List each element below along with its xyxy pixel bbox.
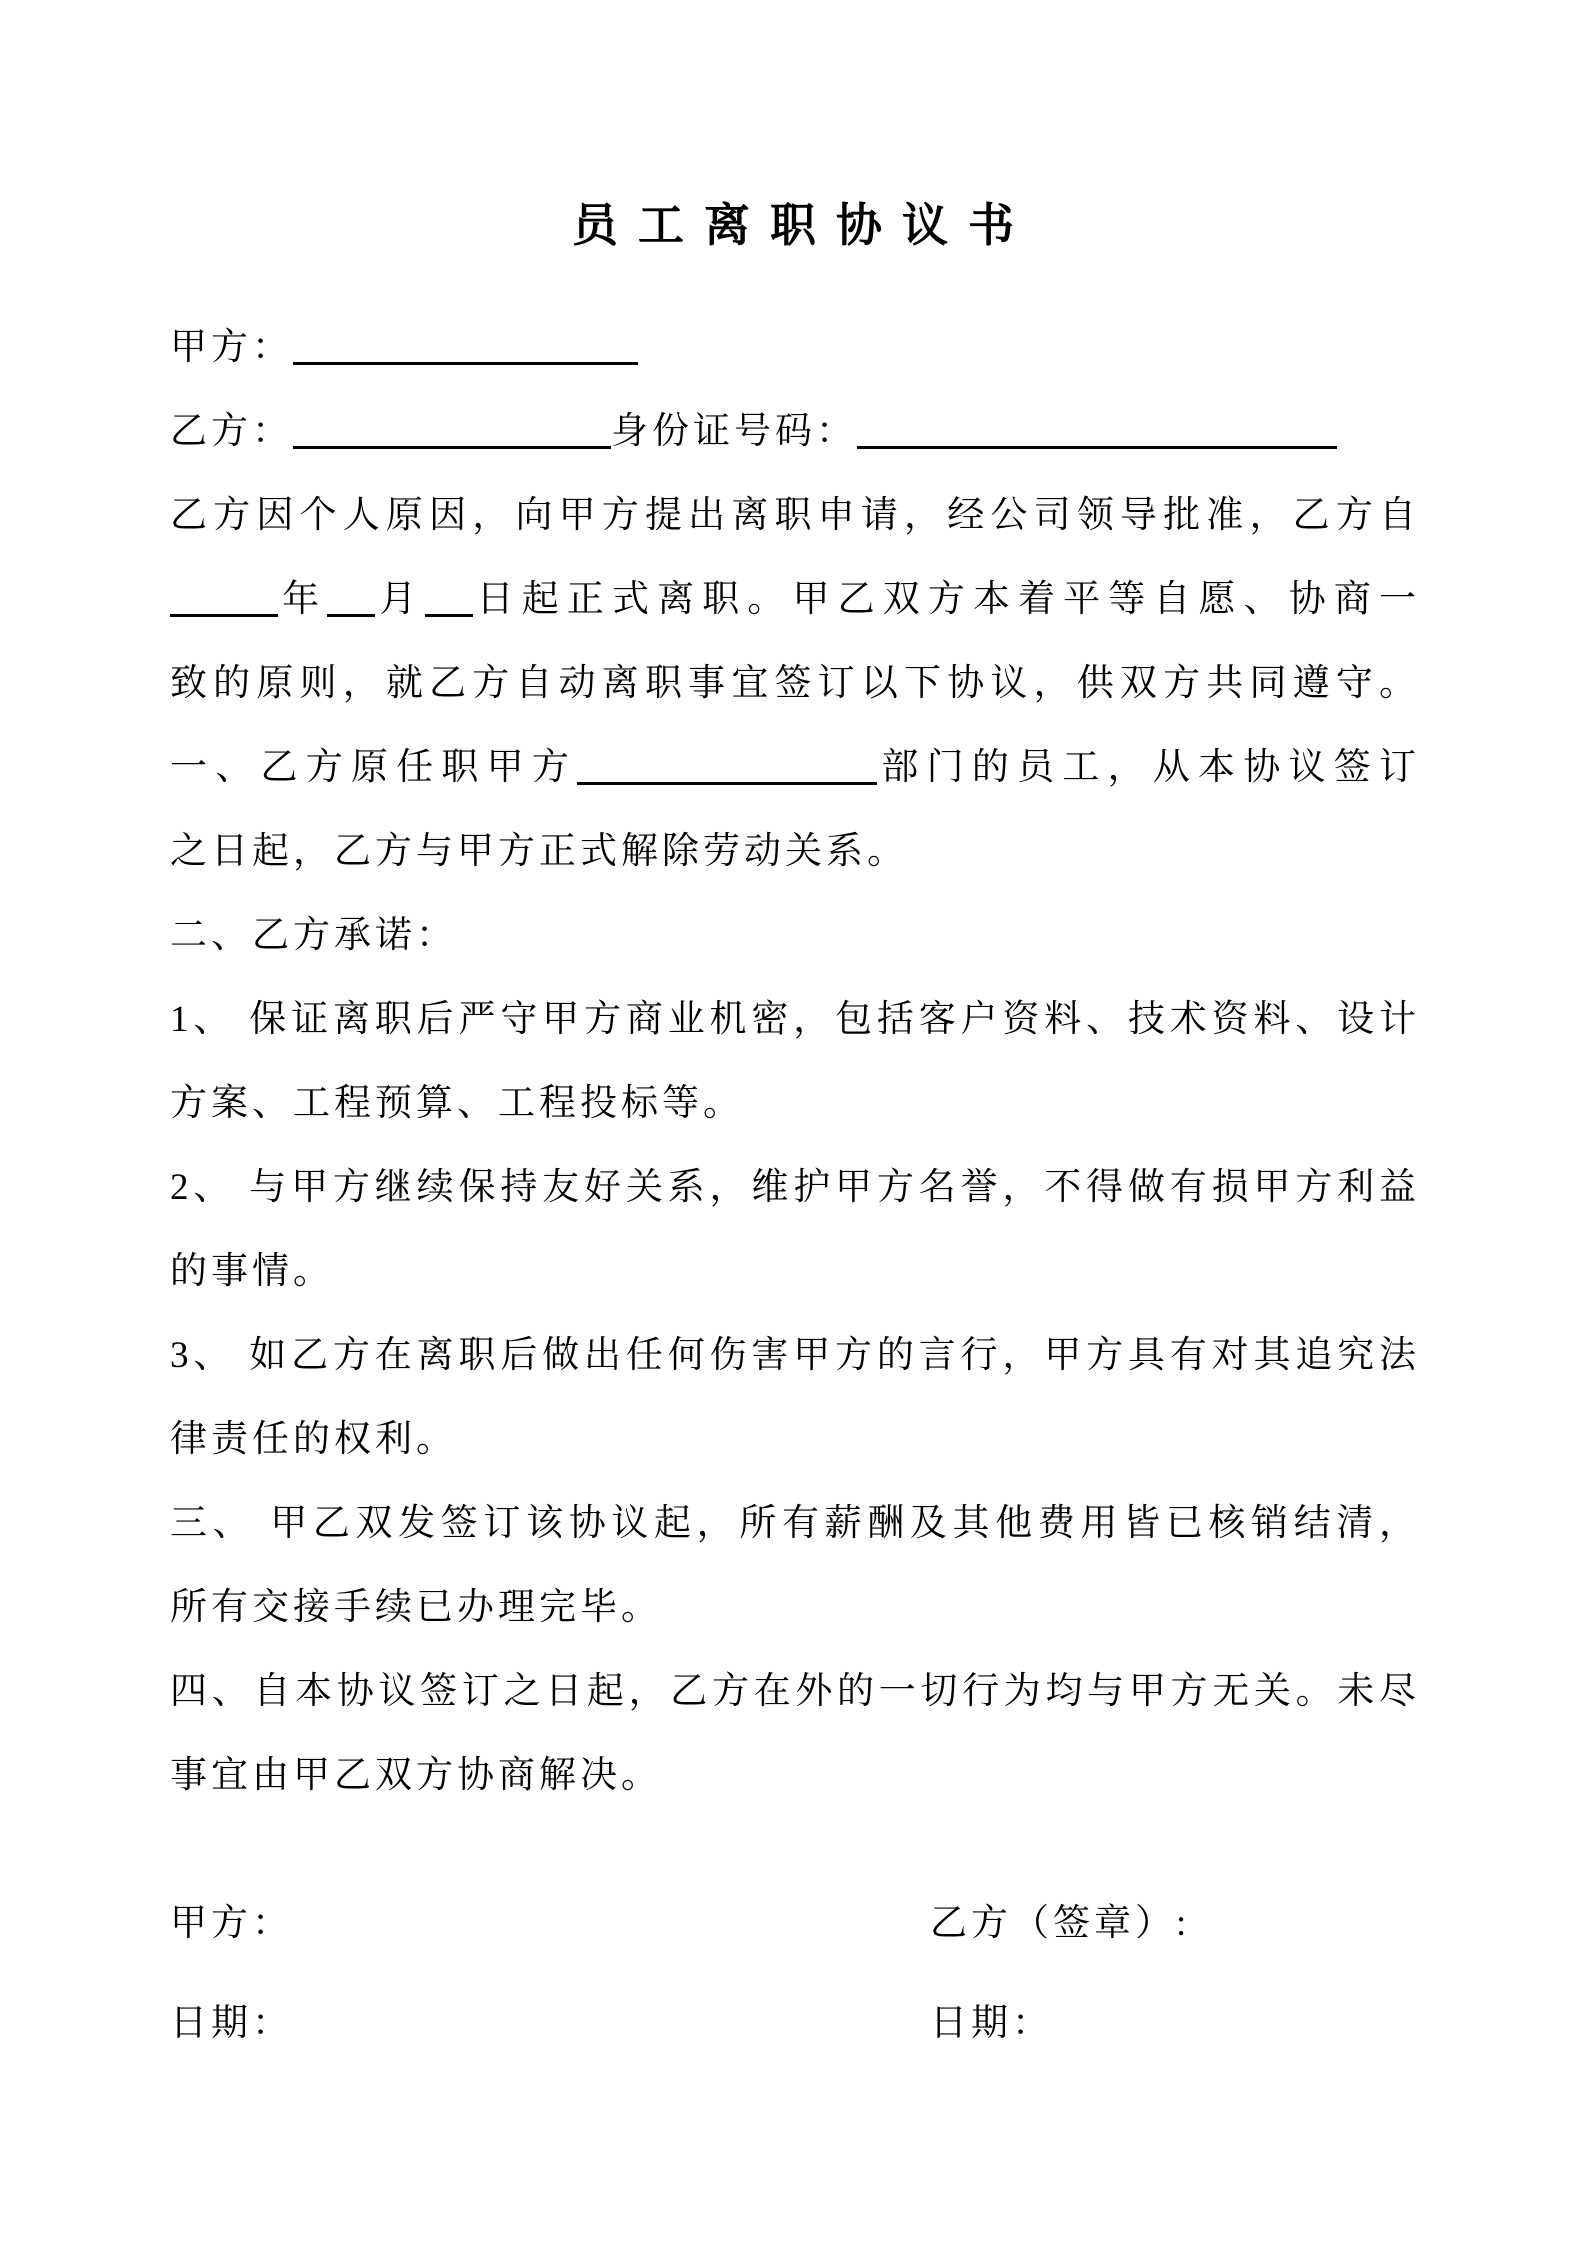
id-number-field[interactable] bbox=[857, 406, 1337, 449]
document-line bbox=[170, 474, 1420, 558]
line-text: 的事情。 bbox=[170, 1251, 334, 1292]
party-a-name-field[interactable] bbox=[293, 322, 638, 365]
document-line bbox=[170, 1398, 1420, 1482]
date-row bbox=[170, 1974, 1420, 2074]
document-line bbox=[170, 642, 1420, 726]
line-text: 甲方： bbox=[170, 327, 293, 368]
signature-section bbox=[0, 1874, 1586, 2074]
department-field[interactable] bbox=[577, 742, 877, 785]
document-line bbox=[170, 894, 1420, 978]
party-b-date-label: 日期： bbox=[930, 2003, 1053, 2044]
party-b-signature-label: 乙方（签章）: bbox=[930, 1903, 1191, 1944]
line-text: 一、乙方原任职甲方 bbox=[170, 747, 578, 788]
line-text: 1、 保证离职后严守甲方商业机密，包括客户资料、技术资料、设计 bbox=[170, 999, 1420, 1040]
line-text: 日起正式离职。甲乙双方本着平等自愿、协商一 bbox=[472, 579, 1421, 620]
document-line bbox=[170, 558, 1420, 642]
line-text: 3、 如乙方在离职后做出任何伤害甲方的言行，甲方具有对其追究法 bbox=[170, 1335, 1420, 1376]
line-text: 三、 甲乙双发签订该协议起，所有薪酬及其他费用皆已核销结清， bbox=[170, 1503, 1420, 1544]
document-body bbox=[0, 256, 1586, 1818]
line-text: 月 bbox=[375, 579, 425, 620]
line-text: 之日起，乙方与甲方正式解除劳动关系。 bbox=[170, 831, 908, 872]
line-text: 身份证号码： bbox=[611, 411, 857, 452]
document-line bbox=[170, 1734, 1420, 1818]
document-line bbox=[170, 1230, 1420, 1314]
line-text: 所有交接手续已办理完毕。 bbox=[170, 1587, 662, 1628]
document-line bbox=[170, 1314, 1420, 1398]
document-line bbox=[170, 306, 1420, 390]
document-line bbox=[170, 1146, 1420, 1230]
resign-day-field[interactable] bbox=[425, 574, 473, 617]
document-line bbox=[170, 1482, 1420, 1566]
resign-month-field[interactable] bbox=[327, 574, 375, 617]
line-text: 方案、工程预算、工程投标等。 bbox=[170, 1083, 744, 1124]
line-text: 事宜由甲乙双方协商解决。 bbox=[170, 1755, 662, 1796]
document-title: 员工离职协议书 bbox=[572, 200, 1034, 251]
document-line bbox=[170, 978, 1420, 1062]
document-line bbox=[170, 1650, 1420, 1734]
document-line bbox=[170, 726, 1420, 810]
line-text: 年 bbox=[278, 579, 328, 620]
line-text: 乙方： bbox=[170, 411, 293, 452]
line-text: 2、 与甲方继续保持友好关系，维护甲方名誉，不得做有损甲方利益 bbox=[170, 1167, 1420, 1208]
party-b-name-field[interactable] bbox=[293, 406, 611, 449]
document-line bbox=[170, 810, 1420, 894]
line-text: 律责任的权利。 bbox=[170, 1419, 457, 1460]
signature-row bbox=[170, 1874, 1420, 1974]
party-a-date-label: 日期： bbox=[170, 2003, 293, 2044]
document-line bbox=[170, 1062, 1420, 1146]
line-text: 部门的员工，从本协议签订 bbox=[877, 747, 1421, 788]
line-text: 致的原则，就乙方自动离职事宜签订以下协议，供双方共同遵守。 bbox=[170, 663, 1420, 704]
document-line bbox=[170, 1566, 1420, 1650]
line-text: 四、自本协议签订之日起，乙方在外的一切行为均与甲方无关。未尽 bbox=[170, 1671, 1420, 1712]
resign-year-field[interactable] bbox=[170, 574, 278, 617]
line-text: 二、乙方承诺： bbox=[170, 915, 457, 956]
party-a-signature-label: 甲方： bbox=[170, 1903, 293, 1944]
document-line bbox=[170, 390, 1420, 474]
line-text: 乙方因个人原因，向甲方提出离职申请，经公司领导批准，乙方自 bbox=[170, 495, 1420, 536]
